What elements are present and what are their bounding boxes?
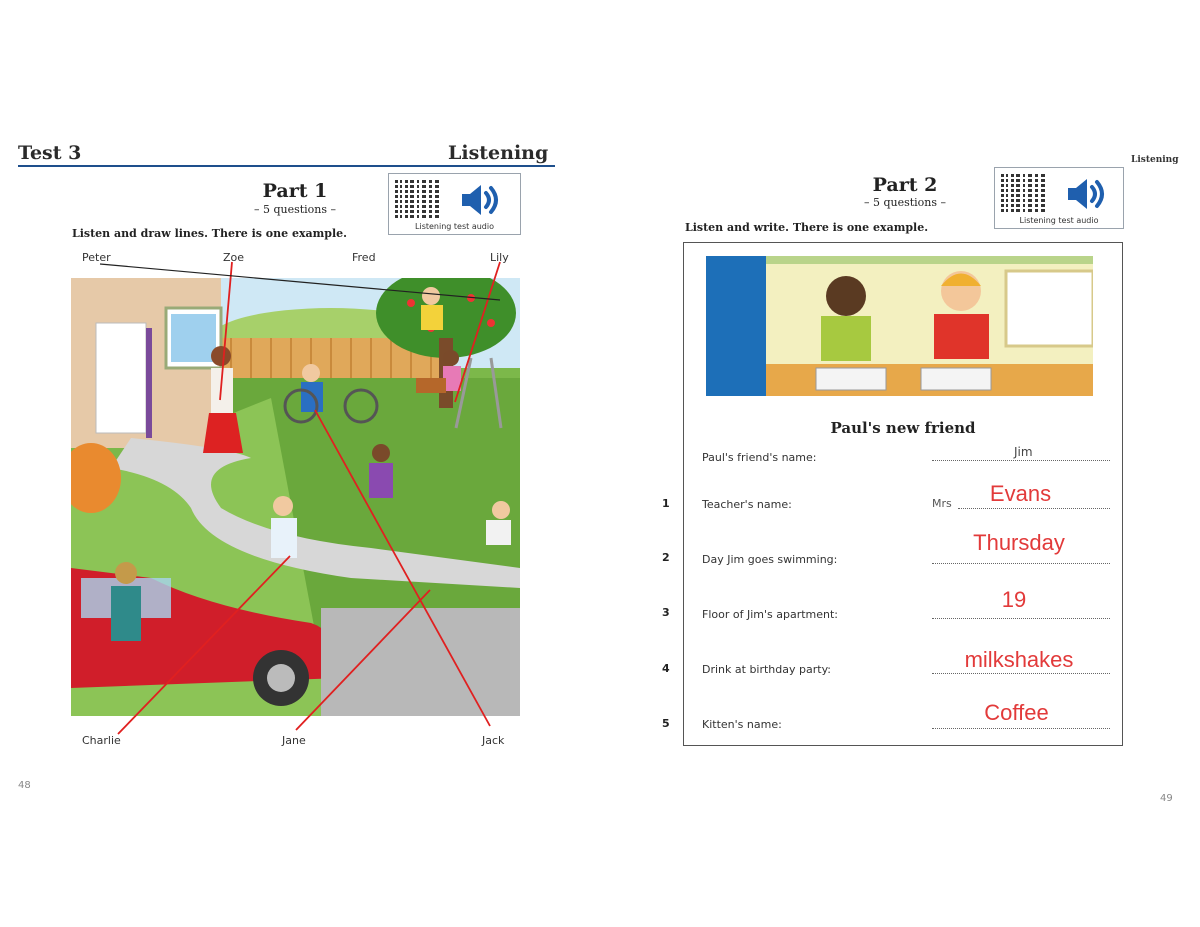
classroom-illustration (706, 256, 1093, 396)
q2-label: Day Jim goes swimming: (702, 553, 838, 566)
part1-instruction: Listen and draw lines. There is one example. (72, 227, 347, 240)
q3-label: Floor of Jim's apartment: (702, 608, 839, 621)
example-label: Paul's friend's name: (702, 451, 817, 464)
speaker-icon[interactable] (1065, 176, 1111, 212)
q2-answer[interactable]: Thursday (973, 530, 1065, 555)
q5-number: 5 (662, 717, 670, 730)
q1-prefix: Mrs (932, 497, 952, 510)
name-jack: Jack (482, 734, 505, 747)
q3-answer[interactable]: 19 (1001, 587, 1027, 612)
q1-number: 1 (662, 497, 670, 510)
right-section-label: Listening (1131, 155, 1179, 165)
q5-answer[interactable]: Coffee (984, 700, 1049, 725)
name-peter: Peter (82, 251, 111, 264)
q5-dots[interactable] (932, 728, 1110, 729)
worksheet-frame (683, 242, 1123, 746)
q2-dots[interactable] (932, 563, 1110, 564)
name-fred: Fred (352, 251, 376, 264)
q2-number: 2 (662, 551, 670, 564)
form-title: Paul's new friend (830, 419, 976, 437)
part1-subtitle: – 5 questions – (253, 203, 337, 216)
q1-label: Teacher's name: (702, 498, 792, 511)
q1-answer[interactable]: Evans (989, 481, 1052, 506)
q4-dots[interactable] (932, 673, 1110, 674)
part2-title: Part 2 (872, 174, 938, 196)
q4-answer[interactable]: milkshakes (964, 647, 1074, 672)
name-lily: Lily (490, 251, 509, 264)
q3-dots[interactable] (932, 618, 1110, 619)
name-charlie: Charlie (82, 734, 121, 747)
part2-subtitle: – 5 questions – (863, 196, 947, 209)
right-page-number: 49 (1160, 793, 1173, 804)
audio-caption: Listening test audio (415, 222, 494, 231)
name-jane: Jane (282, 734, 306, 747)
part2-instruction: Listen and write. There is one example. (685, 221, 929, 234)
q3-number: 3 (662, 606, 670, 619)
section-label: Listening (448, 142, 549, 164)
part1-title: Part 1 (262, 180, 328, 202)
q5-label: Kitten's name: (702, 718, 782, 731)
q4-label: Drink at birthday party: (702, 663, 831, 676)
audio-caption-2: Listening test audio (1019, 216, 1099, 225)
test-label: Test 3 (18, 142, 82, 164)
example-value: Jim (1014, 445, 1033, 459)
left-page-number: 48 (18, 780, 31, 791)
q4-number: 4 (662, 662, 670, 675)
name-zoe: Zoe (223, 251, 245, 264)
example-dots (932, 460, 1110, 461)
q1-dots[interactable] (958, 508, 1110, 509)
audio-widget-2[interactable] (994, 167, 1124, 229)
